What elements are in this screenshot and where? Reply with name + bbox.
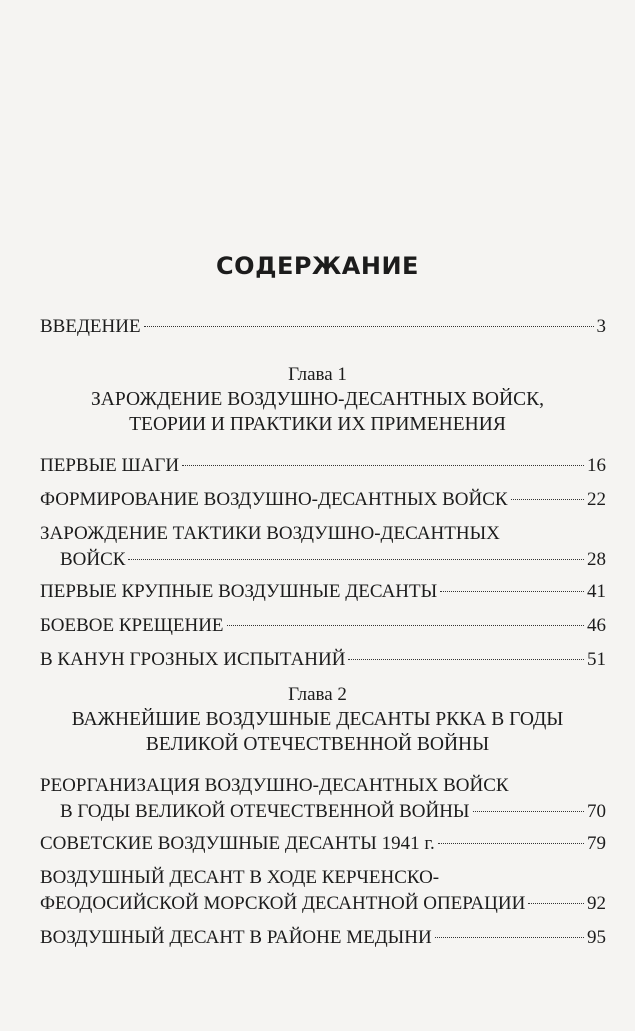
toc-entry-title: ФОРМИРОВАНИЕ ВОЗДУШНО-ДЕСАНТНЫХ ВОЙСК xyxy=(40,489,508,510)
dot-leader xyxy=(348,659,584,660)
dot-leader xyxy=(128,559,584,560)
dot-leader xyxy=(438,843,584,844)
toc-entry-title-line2: ВОЙСК xyxy=(60,549,126,570)
dot-leader xyxy=(511,499,584,500)
toc-entry-title: ПЕРВЫЕ ШАГИ xyxy=(40,455,180,476)
toc-entry[interactable] xyxy=(40,647,606,673)
toc-entry-intro[interactable] xyxy=(40,314,606,340)
dot-leader xyxy=(435,937,584,938)
dot-leader xyxy=(473,811,584,812)
dot-leader xyxy=(144,326,594,327)
toc-entry-title: СОВЕТСКИЕ ВОЗДУШНЫЕ ДЕСАНТЫ 1941 г. xyxy=(40,833,435,854)
toc-entry-page: 70 xyxy=(587,801,606,822)
toc-entry[interactable] xyxy=(40,831,606,857)
toc-entry-page: 92 xyxy=(587,893,606,914)
toc-entry-page: 41 xyxy=(587,581,606,602)
toc-entry-page: 3 xyxy=(596,316,606,337)
chapter-1-label: Глава 1 xyxy=(288,364,347,385)
toc-entry-page: 16 xyxy=(587,455,606,476)
toc-entry-page: 95 xyxy=(587,927,606,948)
dot-leader xyxy=(227,625,584,626)
dot-leader xyxy=(528,903,584,904)
toc-entry-title-line1: ВОЗДУШНЫЙ ДЕСАНТ В ХОДЕ КЕРЧЕНСКО- xyxy=(40,867,440,888)
toc-entry[interactable] xyxy=(40,487,606,513)
toc-entry[interactable] xyxy=(40,925,606,951)
toc-entry[interactable] xyxy=(40,579,606,605)
chapter-2-label: Глава 2 xyxy=(288,684,347,705)
toc-entry-page: 46 xyxy=(587,615,606,636)
toc-entry-title: ВОЗДУШНЫЙ ДЕСАНТ В РАЙОНЕ МЕДЫНИ xyxy=(40,927,432,948)
toc-entry-title-line2: ФЕОДОСИЙСКОЙ МОРСКОЙ ДЕСАНТНОЙ ОПЕРАЦИИ xyxy=(40,893,526,914)
toc-entry[interactable] xyxy=(40,613,606,639)
toc-entry-title: ПЕРВЫЕ КРУПНЫЕ ВОЗДУШНЫЕ ДЕСАНТЫ xyxy=(40,581,438,602)
chapter-2-title xyxy=(0,707,635,757)
dot-leader xyxy=(440,591,584,592)
dot-leader xyxy=(182,465,584,466)
page-title: СОДЕРЖАНИЕ xyxy=(216,252,419,280)
toc-entry[interactable] xyxy=(40,865,606,917)
toc-entry[interactable] xyxy=(40,453,606,479)
toc-entry-title: БОЕВОЕ КРЕЩЕНИЕ xyxy=(40,615,224,636)
toc-entry-title-line1: РЕОРГАНИЗАЦИЯ ВОЗДУШНО-ДЕСАНТНЫХ ВОЙСК xyxy=(40,775,509,796)
toc-entry-title-line1: ЗАРОЖДЕНИЕ ТАКТИКИ ВОЗДУШНО-ДЕСАНТНЫХ xyxy=(40,523,500,544)
toc-entry-page: 51 xyxy=(587,649,606,670)
toc-entry-title: В КАНУН ГРОЗНЫХ ИСПЫТАНИЙ xyxy=(40,649,346,670)
chapter-1-title-line2: ТЕОРИИ И ПРАКТИКИ ИХ ПРИМЕНЕНИЯ xyxy=(129,414,506,435)
chapter-1-title-line1: ЗАРОЖДЕНИЕ ВОЗДУШНО-ДЕСАНТНЫХ ВОЙСК, xyxy=(91,389,544,410)
chapter-1-title xyxy=(0,387,635,437)
toc-entry[interactable] xyxy=(40,773,606,825)
toc-entry-title: ВВЕДЕНИЕ xyxy=(40,316,141,337)
toc-entry-page: 22 xyxy=(587,489,606,510)
toc-entry[interactable] xyxy=(40,521,606,573)
toc-entry-page: 28 xyxy=(587,549,606,570)
chapter-2-title-line1: ВАЖНЕЙШИЕ ВОЗДУШНЫЕ ДЕСАНТЫ РККА В ГОДЫ xyxy=(71,709,564,730)
toc-entry-title-line2: В ГОДЫ ВЕЛИКОЙ ОТЕЧЕСТВЕННОЙ ВОЙНЫ xyxy=(60,801,470,822)
toc-entry-page: 79 xyxy=(587,833,606,854)
chapter-2-title-line2: ВЕЛИКОЙ ОТЕЧЕСТВЕННОЙ ВОЙНЫ xyxy=(145,734,490,755)
